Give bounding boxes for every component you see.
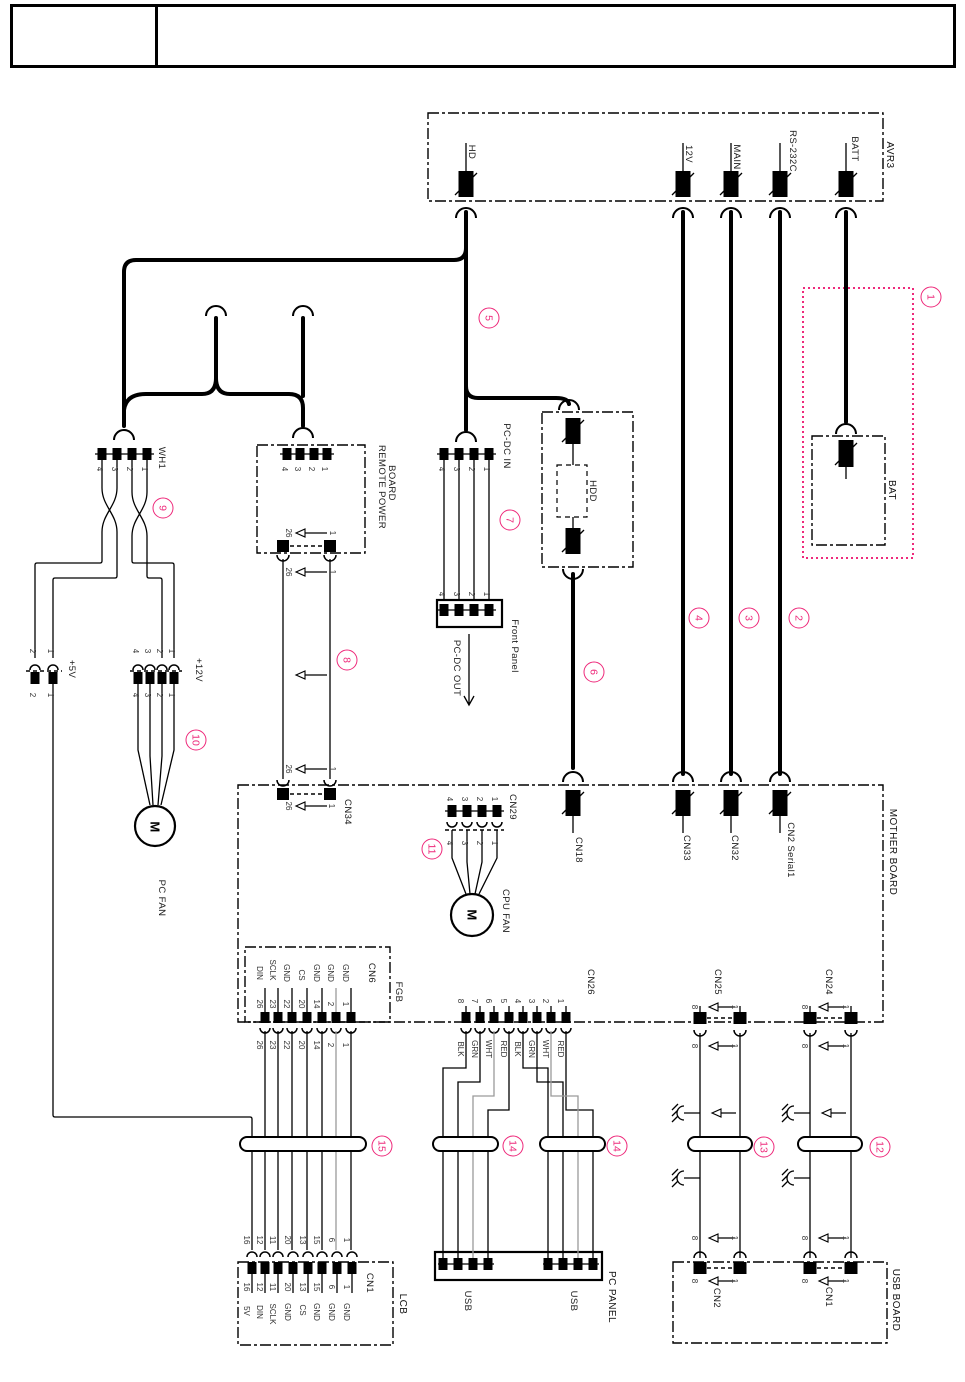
- cn1-signal: DIN: [255, 1305, 264, 1319]
- ferrite-bead: [688, 1137, 752, 1151]
- mother-board-connectors: [562, 790, 791, 833]
- hdd-name: HDD: [586, 480, 598, 502]
- wire-color: WHT: [484, 1039, 493, 1059]
- cn1-signal: SCLK: [268, 1303, 277, 1325]
- plus12v-pin: 1: [167, 648, 176, 654]
- plus12v-pin: 4: [131, 648, 140, 654]
- cn29-pin: 4: [445, 796, 454, 802]
- ribbon-1: 1: [328, 766, 337, 772]
- plus5v-pin: 1: [46, 648, 55, 654]
- ribbon-cable-26way: [283, 559, 330, 779]
- mother-board-box: [238, 785, 883, 1022]
- usb-cn1-pin: 1: [841, 1235, 850, 1241]
- pc-panel-name: PC PANEL: [606, 1271, 617, 1323]
- cn25-pin: 1: [730, 1004, 739, 1010]
- cn6-pin: 22: [282, 1040, 291, 1050]
- fp-pin: 4: [437, 591, 446, 597]
- callout-14: 14: [503, 1136, 524, 1157]
- ribbon-1: 1: [328, 530, 337, 536]
- pc-dc-in-name: PC-DC IN: [500, 423, 512, 469]
- cn6-name: CN6: [365, 962, 377, 984]
- fp-pin: 1: [482, 591, 491, 597]
- usb-cn1-pin: 8: [800, 1235, 809, 1241]
- pc-fan-motor-m: M: [147, 821, 163, 833]
- cn6-pin: 23: [268, 999, 277, 1009]
- avr3-port-hd: HD: [465, 144, 477, 160]
- cn6-to-cn1-cable: [240, 988, 366, 1293]
- callout-13: 13: [754, 1137, 775, 1158]
- cn1-pin: 20: [283, 1235, 292, 1245]
- usb-cn1-pin: 8: [800, 1278, 809, 1284]
- ribbon-26: 26: [284, 567, 293, 577]
- rpb-pin: 4: [280, 466, 289, 472]
- pc-fan-wires: [138, 684, 174, 805]
- avr3-box: [428, 113, 883, 201]
- cn1-signal: GND: [342, 1303, 351, 1321]
- callout-7: 7: [500, 510, 521, 531]
- pcdc-pin: 3: [452, 466, 461, 472]
- power-cables: [124, 212, 846, 774]
- mother-board-name: MOTHER BOARD: [887, 808, 898, 896]
- cn34-pin: [324, 788, 336, 800]
- plus12v-pin: 3: [143, 692, 152, 698]
- cn29-pin: 1: [490, 840, 499, 846]
- bat-connector: [835, 440, 857, 479]
- callout-12: 12: [870, 1137, 891, 1158]
- wh1-pin: 4: [95, 466, 104, 472]
- cn1-signal: CS: [298, 1304, 307, 1316]
- callout-3: 3: [739, 608, 760, 629]
- rpb-pin: 2: [307, 466, 316, 472]
- cn6-signal: DIN: [255, 966, 264, 980]
- cn1-signal: GND: [283, 1303, 292, 1321]
- pc-dc-in-assembly: [437, 448, 496, 705]
- cn6-pin: 20: [297, 999, 306, 1009]
- wire-color: GRN: [470, 1040, 479, 1058]
- cn34-pin: [277, 788, 289, 800]
- title-block: [10, 4, 956, 68]
- ribbon-1: 1: [328, 569, 337, 575]
- wire-color: WHT: [541, 1039, 550, 1059]
- remote-power-board-name-2: BOARD: [385, 465, 397, 501]
- fp-pin: 2: [467, 591, 476, 597]
- callout-4: 4: [689, 608, 710, 629]
- plus12v-name: +12V: [192, 657, 204, 683]
- cn6-pin: 23: [268, 1040, 277, 1050]
- callout-11: 11: [422, 839, 443, 860]
- cn29-pin: 2: [475, 796, 484, 802]
- callout-2: 2: [789, 608, 810, 629]
- rpb-pin: 1: [320, 466, 329, 472]
- harness-end-hooks: [206, 306, 313, 316]
- pc-fan-name: PC FAN: [155, 879, 167, 917]
- callout-1: 1: [921, 287, 942, 308]
- wh1-harness: [35, 448, 174, 658]
- cn6-pin: 20: [297, 1040, 306, 1050]
- cn24-pin: 8: [800, 1004, 809, 1010]
- cn1-pin: 20: [283, 1282, 292, 1292]
- cn1-pin: 13: [298, 1235, 307, 1245]
- rpb-pin: 3: [293, 466, 302, 472]
- connector-slashes: [455, 173, 857, 195]
- usb-cn2-pin: 8: [690, 1278, 699, 1284]
- usb-cn1-name: CN1: [822, 1286, 834, 1308]
- avr3-name: AVR3: [884, 141, 895, 169]
- remote-power-board-connectors: [277, 448, 336, 800]
- mother-board-hooks: [563, 772, 790, 782]
- cn1-signal: 5V: [242, 1306, 251, 1316]
- callout-8: 8: [337, 650, 358, 671]
- usb-cn2-pin: 8: [690, 1235, 699, 1241]
- twisted-wires: [102, 488, 147, 536]
- cn29-pin: 3: [460, 840, 469, 846]
- hdd-box: [557, 465, 587, 517]
- plus5v-pin: 1: [46, 692, 55, 698]
- plus12v-pin: 1: [167, 692, 176, 698]
- cn33-name: CN33: [680, 835, 692, 861]
- pcdc-pin: 2: [467, 466, 476, 472]
- cn26-pin: 8: [456, 998, 465, 1004]
- cpu-fan-motor-m: M: [464, 909, 480, 921]
- board-outlines: [238, 113, 913, 1345]
- usb-board-box: [673, 1262, 887, 1343]
- usb-cn2-name: CN2: [710, 1287, 722, 1309]
- pc-dc-out-label: PC-DC OUT: [450, 639, 462, 697]
- cn6-pin: 1: [341, 1001, 350, 1007]
- remote-power-board-box: [257, 445, 365, 553]
- cn25-name: CN25: [711, 969, 723, 995]
- cn1-signal: GND: [312, 1303, 321, 1321]
- cn29-pin: 1: [490, 796, 499, 802]
- ferrite-bead: [798, 1137, 862, 1151]
- cn24-name: CN24: [822, 969, 834, 995]
- callout-14: 14: [607, 1136, 628, 1157]
- usb-label: USB: [567, 1290, 579, 1312]
- cn6-signal: CS: [297, 969, 306, 981]
- wire-color: BLK: [456, 1041, 465, 1057]
- pc-dc-in-hook: [456, 432, 476, 442]
- bat-name: BAT: [886, 480, 897, 500]
- cn18-name: CN18: [572, 837, 584, 863]
- cn6-pin: 2: [326, 1001, 335, 1007]
- ribbon-1: 1: [327, 803, 336, 809]
- usb-label: USB: [461, 1290, 473, 1312]
- cn2-serial-name: CN2 Serial1: [784, 822, 796, 878]
- cn34-name: CN34: [341, 799, 353, 825]
- cn6-pin: 26: [255, 1040, 264, 1050]
- plus5v-pin: 2: [28, 648, 37, 654]
- wire-color: BLK: [513, 1041, 522, 1057]
- cn1-pin: 16: [242, 1282, 251, 1292]
- cn26-pin: 3: [527, 998, 536, 1004]
- cn29-pin: 4: [445, 840, 454, 846]
- cn6-signal: GND: [312, 964, 321, 982]
- usb-cn2-pin: 1: [730, 1235, 739, 1241]
- plus12v-pin: 2: [155, 692, 164, 698]
- plus12v-pin: 2: [155, 648, 164, 654]
- plus5v-pin: 2: [28, 692, 37, 698]
- remote-board-hook: [293, 428, 313, 438]
- hd-cable-left-branch: [124, 248, 466, 426]
- avr3-port-main: MAIN: [730, 144, 742, 170]
- cn6-pin: 26: [255, 999, 264, 1009]
- cn26-pin: 2: [541, 998, 550, 1004]
- cn29-name: CN29: [506, 794, 518, 820]
- callout-9: 9: [153, 498, 174, 519]
- cn26-pin: 6: [484, 998, 493, 1004]
- cn1-pin: 11: [268, 1235, 277, 1245]
- cn29-pin: 3: [460, 796, 469, 802]
- wh1-pin: 1: [140, 466, 149, 472]
- wh1-name: WH1: [155, 446, 167, 470]
- cn6-pin: 1: [341, 1042, 350, 1048]
- avr3-port-batt: BATT: [848, 136, 860, 162]
- cn24-pin: 8: [800, 1043, 809, 1049]
- avr3-hooks: [456, 208, 856, 218]
- fgb-box: [245, 947, 390, 1022]
- cable-hooks: [114, 208, 856, 782]
- avr3-port-12v: 12V: [682, 144, 694, 164]
- cn1-pin: 6: [327, 1284, 336, 1290]
- ferrite-bead: [433, 1137, 498, 1151]
- cn1-pin: 11: [268, 1282, 277, 1292]
- cn24-pin: 1: [841, 1043, 850, 1049]
- hdd-branch: [466, 386, 569, 404]
- callout-6: 6: [584, 662, 605, 683]
- plus12v-pin: 4: [131, 692, 140, 698]
- battery-option-pink-box: [803, 288, 913, 558]
- cn26-pin: 7: [470, 998, 479, 1004]
- cn1-pin: 16: [242, 1235, 251, 1245]
- cn6-pin: 14: [312, 1040, 321, 1050]
- wh1-hook: [114, 430, 134, 440]
- cn6-signal: GND: [341, 964, 350, 982]
- cn26-pin: 5: [499, 998, 508, 1004]
- ferrite-bead: [240, 1137, 366, 1151]
- cn6-pin: 2: [326, 1042, 335, 1048]
- wh1-pin: 2: [125, 466, 134, 472]
- title-block-divider: [155, 7, 158, 65]
- fgb-name: FGB: [392, 981, 404, 1003]
- cn6-pin: 22: [282, 999, 291, 1009]
- cn1-pin: 12: [255, 1282, 264, 1292]
- lcb-name: LCB: [397, 1293, 408, 1315]
- y-harness: [124, 318, 303, 426]
- avr3-port-rs232c: RS-232C: [786, 130, 798, 172]
- plus5v-name: +5V: [65, 659, 77, 679]
- cn1-pin: 1: [342, 1237, 351, 1243]
- ferrite-bead: [540, 1137, 605, 1151]
- cn1-name: CN1: [363, 1272, 375, 1294]
- wire-color: RED: [499, 1040, 508, 1058]
- ribbon-26: 26: [284, 801, 293, 811]
- wire-color: GRN: [527, 1040, 536, 1058]
- cn1-pin: 1: [342, 1284, 351, 1290]
- hdd-connectors: [562, 418, 584, 554]
- callout-10: 10: [186, 730, 207, 751]
- cn1-pin: 15: [312, 1235, 321, 1245]
- cn1-pin: 13: [298, 1282, 307, 1292]
- cn1-pin: 12: [255, 1235, 264, 1245]
- ribbon-26: 26: [284, 528, 293, 538]
- remote-power-board-name-1: REMOTE POWER: [375, 445, 387, 529]
- cn26-pin: 1: [556, 998, 565, 1004]
- ribbon-26: 26: [284, 764, 293, 774]
- callout-15: 15: [372, 1136, 393, 1157]
- callout-5: 5: [479, 308, 500, 329]
- 5v-feed-wire: [53, 684, 252, 1250]
- cn25-pin: 8: [690, 1043, 699, 1049]
- bat-hook: [836, 424, 856, 434]
- cn26-name: CN26: [584, 969, 596, 995]
- pcdc-pin: 1: [482, 466, 491, 472]
- usb-cn2-pin: 1: [730, 1278, 739, 1284]
- cn25-pin: 1: [730, 1043, 739, 1049]
- cn6-pin: 14: [312, 999, 321, 1009]
- usb-cn1-pin: 1: [841, 1278, 850, 1284]
- wire-color: RED: [556, 1040, 565, 1058]
- fp-pin: 3: [452, 591, 461, 597]
- cn24-pin: 1: [841, 1004, 850, 1010]
- cn26-pin: 4: [513, 998, 522, 1004]
- usb-board-name: USB BOARD: [890, 1268, 901, 1332]
- cn32-name: CN32: [728, 835, 740, 861]
- cn6-signal: GND: [282, 964, 291, 982]
- cn1-pin: 6: [327, 1237, 336, 1243]
- cn6-signal: GND: [326, 964, 335, 982]
- wh1-pin: 3: [110, 466, 119, 472]
- cn1-signal: GND: [327, 1303, 336, 1321]
- cn6-signal: SCLK: [268, 959, 277, 981]
- front-panel-name: Front Panel: [508, 619, 520, 673]
- plus12v-pin: 3: [143, 648, 152, 654]
- cn25-pin: 8: [690, 1004, 699, 1010]
- cn29-pin: 2: [475, 840, 484, 846]
- pcdc-pin: 4: [437, 466, 446, 472]
- pc-dc-out-arrow: [464, 634, 474, 705]
- cn1-pin: 15: [312, 1282, 321, 1292]
- cpu-fan-name: CPU FAN: [499, 889, 511, 933]
